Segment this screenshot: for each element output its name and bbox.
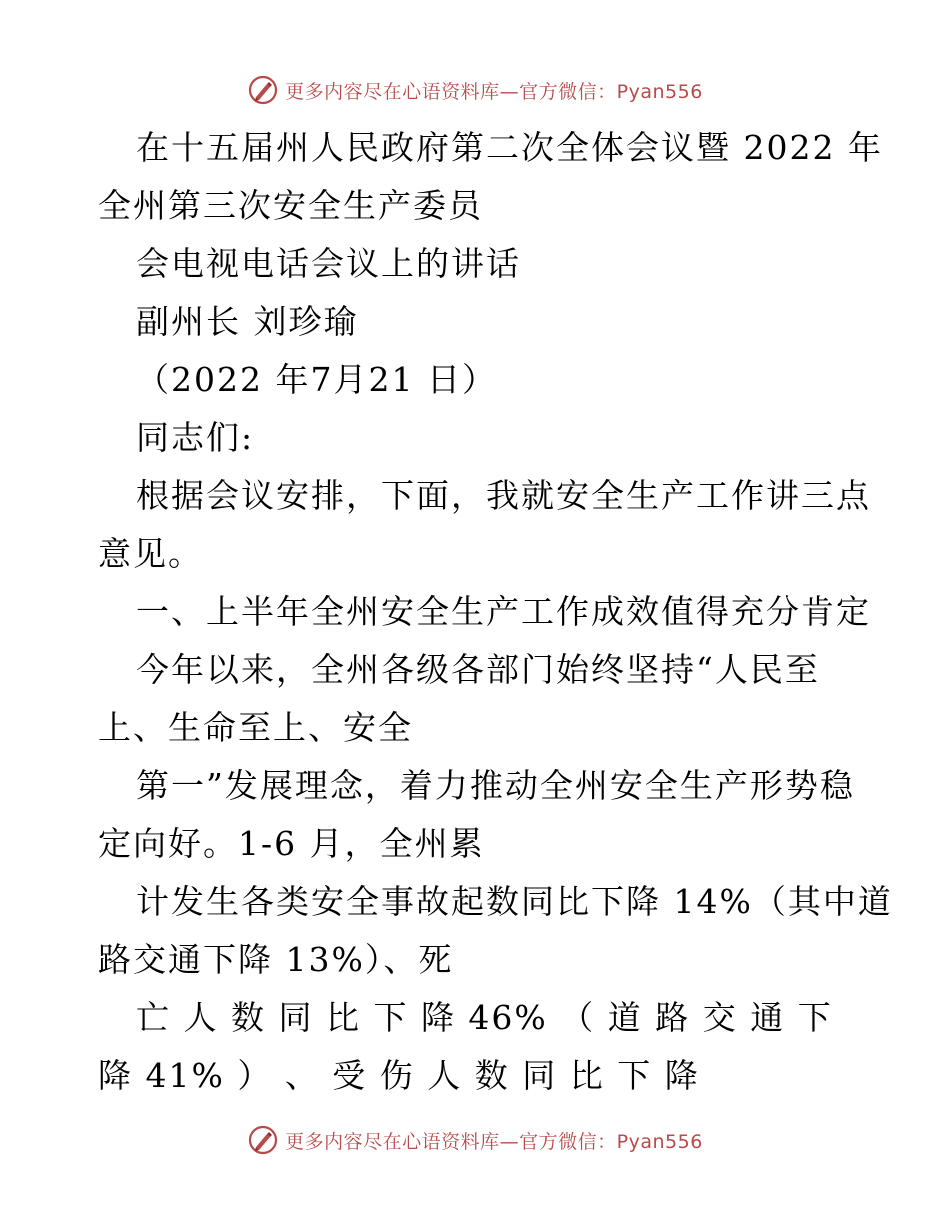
pen-logo-icon <box>247 74 279 106</box>
watermark-text: 更多内容尽在心语资料库—官方微信：Pyan556 <box>285 80 703 103</box>
pen-logo-icon <box>247 1124 279 1156</box>
paragraph-line: 第一”发展理念，着力推动全州安全生产形势稳 <box>136 766 855 805</box>
salutation-line: 同志们: <box>136 418 255 457</box>
paragraph-line: 降 41% ） 、 受 伤 人 数 同 比 下 降 <box>98 1056 700 1095</box>
paragraph-line: 亡 人 数 同 比 下 降 46% （ 道 路 交 通 下 <box>136 998 833 1037</box>
date-line: （2022 年7月21 日） <box>136 360 497 399</box>
header-watermark <box>0 68 950 112</box>
footer-watermark <box>0 1118 950 1162</box>
watermark-text: 更多内容尽在心语资料库—官方微信：Pyan556 <box>285 1130 703 1153</box>
paragraph-line: 计发生各类安全事故起数同比下降 14%（其中道 <box>136 882 893 921</box>
title-line-1: 在十五届州人民政府第二次全体会议暨 2022 年 <box>136 128 883 167</box>
section-heading: 一、上半年全州安全生产工作成效值得充分肯定 <box>136 592 871 631</box>
paragraph-line: 意见。 <box>98 534 203 573</box>
speaker-line: 副州长 刘珍瑜 <box>136 302 359 341</box>
paragraph-line: 今年以来，全州各级各部门始终坚持“人民至 <box>136 650 820 689</box>
paragraph-line: 路交通下降 13%）、死 <box>98 940 454 979</box>
paragraph-line: 定向好。1-6 月，全州累 <box>98 824 485 863</box>
title-line-3: 会电视电话会议上的讲话 <box>136 244 521 283</box>
paragraph-line: 上、生命至上、安全 <box>98 708 413 747</box>
paragraph-line: 根据会议安排，下面，我就安全生产工作讲三点 <box>136 476 871 515</box>
title-line-2: 全州第三次安全生产委员 <box>98 186 483 225</box>
